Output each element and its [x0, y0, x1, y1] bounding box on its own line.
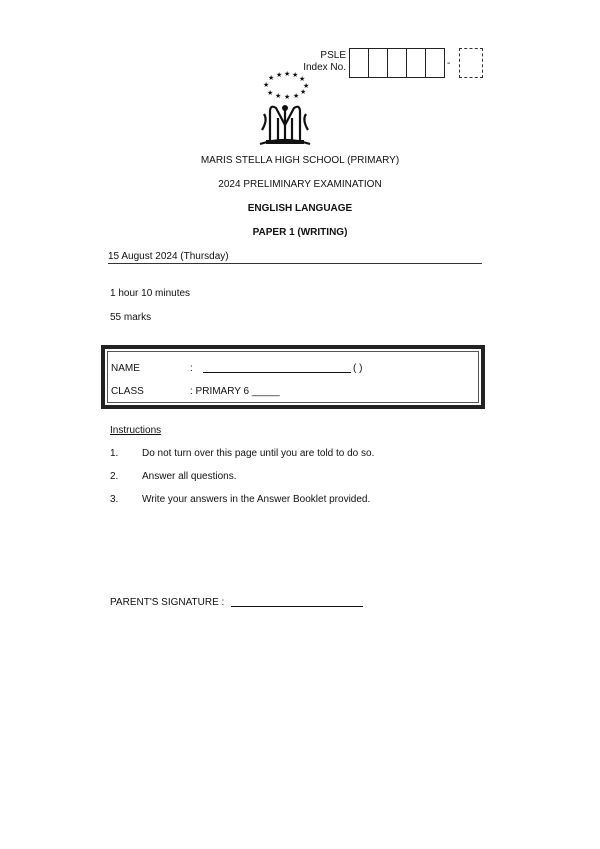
- total-marks: 55 marks: [110, 312, 152, 323]
- class-value[interactable]: : PRIMARY 6 _____: [190, 386, 280, 397]
- duration: 1 hour 10 minutes: [110, 288, 191, 299]
- index-digit-box: [388, 49, 407, 77]
- instruction-text: Answer all questions.: [142, 471, 237, 482]
- register-number-field[interactable]: ( ): [353, 363, 363, 374]
- index-digit-box: [407, 49, 426, 77]
- svg-text:★: ★: [267, 89, 274, 97]
- svg-text:★: ★: [284, 93, 291, 101]
- svg-text:★: ★: [268, 74, 275, 82]
- name-label: NAME: [111, 363, 140, 374]
- index-digit-box: [350, 49, 369, 77]
- svg-text:★: ★: [299, 75, 306, 83]
- svg-text:★: ★: [275, 92, 282, 100]
- parent-signature-field[interactable]: [231, 606, 363, 607]
- svg-text:★: ★: [292, 71, 299, 79]
- index-digit-box: [369, 49, 388, 77]
- index-digit-box: [426, 49, 444, 77]
- instruction-number: 3.: [110, 494, 119, 505]
- parent-signature-label: PARENT'S SIGNATURE :: [110, 597, 225, 608]
- exam-date: [108, 251, 482, 264]
- svg-text:★: ★: [303, 82, 310, 90]
- instruction-text: Do not turn over this page until you are told to do so.: [142, 448, 375, 459]
- class-row: [111, 386, 471, 400]
- svg-text:★: ★: [276, 71, 283, 79]
- index-no-text: Index No.: [303, 62, 346, 73]
- index-check-box: [459, 48, 483, 78]
- svg-text:★: ★: [293, 92, 300, 100]
- svg-text:★: ★: [284, 70, 291, 78]
- index-dash: -: [447, 58, 451, 69]
- name-row: [111, 363, 471, 377]
- index-number-boxes: [349, 48, 445, 78]
- student-details-box: [101, 345, 485, 409]
- instruction-text: Write your answers in the Answer Booklet provided.: [142, 494, 371, 505]
- instruction-number: 2.: [110, 471, 119, 482]
- instructions-title: Instructions: [110, 425, 162, 436]
- school-crest-icon: [250, 70, 320, 150]
- paper-title: PAPER 1 (WRITING): [252, 227, 348, 238]
- name-colon: :: [190, 363, 193, 374]
- exam-title: 2024 PRELIMINARY EXAMINATION: [218, 179, 382, 190]
- class-label: CLASS: [111, 386, 144, 397]
- svg-text:★: ★: [300, 88, 307, 96]
- school-name: MARIS STELLA HIGH SCHOOL (PRIMARY): [200, 155, 400, 166]
- instruction-number: 1.: [110, 448, 119, 459]
- subject-title: ENGLISH LANGUAGE: [247, 203, 353, 214]
- exam-date-text: 15 August 2024 (Thursday): [108, 251, 229, 262]
- psle-text: PSLE: [320, 50, 346, 61]
- parent-signature: [110, 597, 363, 608]
- name-field[interactable]: [203, 372, 351, 373]
- svg-text:★: ★: [263, 81, 270, 89]
